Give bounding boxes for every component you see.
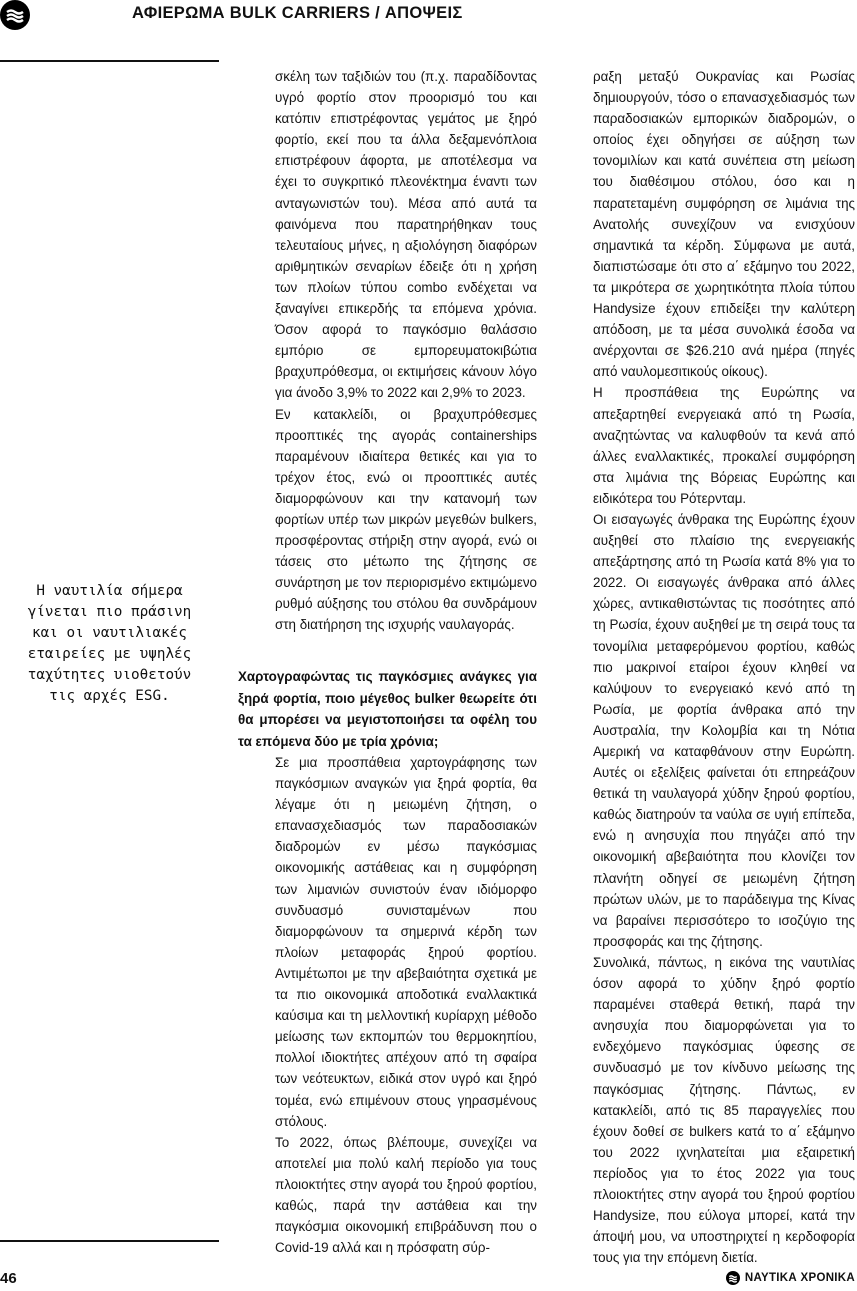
paragraph: Συνολικά, πάντως, η εικόνα της ναυτιλίας όσον αφορά το χύδην ξηρό φορτίο παραμένει σταθερά θετική, παρά την ανησυχία που διαμορφώνεται για το ενδεχόμενο παγκόσμιας ύφεσης σε συνδυασμό με τον κίνδυνο μείωσης της παγκόσμιας ζήτησης. Πάντως, εν κατακλείδι, από τις 85 παραγγελίες που έχουν δοθεί σε bulkers κατά το α΄ εξάμηνο του 2022 ιχνηλατείται μια εξαιρετική περίοδος για το έτος 2022 για τους πλοιοκτήτες στην αγορά του ξηρού φορτίου Handysize, που εύλογα μπορεί, κατά την άποψή μου, να υποστηριχτεί η κερδοφορία τους για την επόμενη διετία.: [593, 954, 855, 1266]
paragraph: Το 2022, όπως βλέπουμε, συνεχίζει να αποτελεί μια πολύ καλή περίοδο για τους πλοιοκτήτες στην αγορά του ξηρού φορτίου, καθώς, παρά την αστάθεια και την παγκόσμια οικονομική επιβράδυνση που ο Covid-19 αλλά και η πρόσφατη σύρ-: [275, 1134, 537, 1256]
paragraph: Η προσπάθεια της Ευρώπης να απεξαρτηθεί ενεργειακά από τη Ρωσία, αναζητώντας να καλυφθούν τα κενά από άλλες εναλλακτικές, προκαλεί συμφόρηση στα λιμάνια της Βόρειας Ευρώπης και ειδικότερα του Ρότερνταμ.: [593, 385, 855, 506]
waves-logo-icon: [726, 1271, 740, 1285]
interview-question: Χαρτογραφώντας τις παγκόσμιες ανάγκες για ξηρά φορτία, ποιο μέγεθος bulker θεωρείτε ότι θα μπορέσει να μεγιστοποιήσει τα οφέλη του τα επόμενα δύο με τρία χρόνια;: [238, 669, 537, 749]
waves-logo-icon: [0, 0, 30, 30]
brand-name: ΝΑΥΤΙΚΑ ΧΡΟΝΙΚΑ: [744, 1272, 855, 1284]
paragraph: ραξη μεταξύ Ουκρανίας και Ρωσίας δημιουργούν, τόσο ο επανασχεδιασμός των παραδοσιακών εμπορικών διαδρομών, ο οποίος έχει οδηγήσει σε αύξηση των τονομιλίων και κατά συνέπεια στη μείωση του διαθέσιμου στόλου, όσο και η παρατεταμένη συμφόρηση σε λιμάνια της Ανατολής συνεχίζουν να ενισχύουν σημαντικά τα κέρδη. Σύμφωνα με αυτά, διαπιστώσαμε ότι στο α΄ εξάμηνο του 2022, τα μικρότερα σε χωρητικότητα πλοία τύπου Handysize έχουν επιδείξει την καλύτερη απόδοση, με τα μέσα συνολικά έσοδα να ανέρχονται σε $26.210 ανά ημέρα (πηγές από ναυλομεσιτικούς οίκους).: [593, 69, 855, 380]
paragraph: Οι εισαγωγές άνθρακα της Ευρώπης έχουν αυξηθεί στο πλαίσιο της ενεργειακής απεξάρτησης από τη Ρωσία κατά 8% για το 2022. Οι εισαγωγές άνθρακα από άλλες χώρες, αντικαθιστώντας τις ποσότητες από τη Ρωσία, έχουν αυξηθεί με τη σειρά τους τα τονομίλια μεταφερόμενου φορτίου, καθώς πιο μακρινοί εταίροι έχουν κληθεί να καλύψουν το ενεργειακό κενό από τη Ρωσία, με φορτία άνθρακα από την Αυστραλία, την Κολομβία και τη Νότια Αμερική να καταφθάνουν στην Ευρώπη. Αυτές οι εξελίξεις φαίνεται ότι επηρεάζουν θετικά τη ναυλαγορά χύδην ξηρού φορτίου, καθώς διατηρούν τα ναύλα σε υγιή επίπεδα, ενώ η ανησυχία που πηγάζει από την οικονομική αβεβαιότητα που κλονίζει τον πλανήτη οδηγεί σε μειωμένη ζήτηση πρώτων υλών, με το παράδειγμα της Κίνας να βαραίνει περισσότερο το ισοζύγιο της προσφοράς και της ζήτησης.: [593, 511, 855, 949]
bottom-divider: [0, 1240, 219, 1242]
page-number: 46: [0, 1270, 17, 1287]
paragraph: Εν κατακλείδι, οι βραχυπρόθεσμες προοπτικές της αγοράς containerships παραμένουν ιδιαίτερα θετικές και για το τρέχον έτος, ενώ οι προοπτικές αυτές διαμορφώνουν και την κατανομή των φορτίων υπέρ των μικρών μεγεθών bulkers, προσφέροντας στήριξη στην αγορά, ενώ οι τάσεις στο μέτωπο της ζήτησης σε συνάρτηση με τον περιορισμένο εκτιμώμενο ρυθμό αύξησης του στόλου θα συνδράμουν στη διατήρηση της ισχυρής ναυλαγοράς.: [275, 406, 537, 633]
top-divider: [0, 60, 219, 62]
paragraph: Σε μια προσπάθεια χαρτογράφησης των παγκόσμιων αναγκών για ξηρά φορτία, θα λέγαμε ότι η μειωμένη ζήτηση, ο επανασχεδιασμός των παραδοσιακών διαδρομών εν μέσω παγκόσμιας οικονομικής αστάθειας και η συμφόρηση των λιμανιών συνιστούν έναν ιδιόμορφο συνδυασμό συνισταμένων που διαμορφώνουν τα σημερινά κέρδη των πλοίων μεταφοράς ξηρού φορτίου. Αντιμέτωποι με την αβεβαιότητα σχετικά με τα πιο οικονομικά αποδοτικά εναλλακτικά καύσιμα και τη μελλοντική κυρίαρχη μέθοδο μείωσης των εκπομπών του θερμοκηπίου, πολλοί ιδιοκτήτες απέχουν από τη σφαίρα των νεότευκτων, ειδικά στον υγρό και ξηρό τομέα, ενώ επιμένουν στους γηρασμένους στόλους.: [275, 755, 537, 1129]
pull-quote: Η ναυτιλία σήμερα γίνεται πιο πράσινη και οι ναυτιλιακές εταιρείες με υψηλές ταχύτητες υιοθετούν τις αρχές ESG.: [27, 583, 192, 704]
section-title: ΑΦΙΕΡΩΜΑ BULK CARRIERS / ΑΠΟΨΕΙΣ: [132, 4, 463, 22]
column-3: [593, 66, 855, 1268]
column-2-answer: [275, 752, 537, 1258]
paragraph: σκέλη των ταξιδιών του (π.χ. παραδίδοντας υγρό φορτίο στον προορισμό του και κατόπιν επιστρέφοντας γεμάτος με ξηρό φορτίο, εκεί που τα άλλα δεξαμενόπλοια επιστρέφουν άφορτα, με αποτέλεσμα να έχει το συγκριτικό πλεονέκτημα έναντι των ανταγωνιστών του). Μέσα από αυτά τα φαινόμενα που παρατηρήθηκαν τους τελευταίους μήνες, η αξιολόγηση διαφόρων αριθμητικών σεναρίων έδειξε ότι η χρήση των πλοίων τύπου combo ενδέχεται να ξαναγίνει επικερδής τα επόμενα χρόνια. Όσον αφορά το παγκόσμιο θαλάσσιο εμπόριο σε εμπορευματοκιβώτια βραχυπρόθεσμα, οι εκτιμήσεις κάνουν λόγο για άνοδο 3,9% το 2022 και 2,9% το 2023.: [275, 69, 537, 401]
publication-brand: [726, 1271, 855, 1285]
column-2-top: [275, 66, 537, 636]
